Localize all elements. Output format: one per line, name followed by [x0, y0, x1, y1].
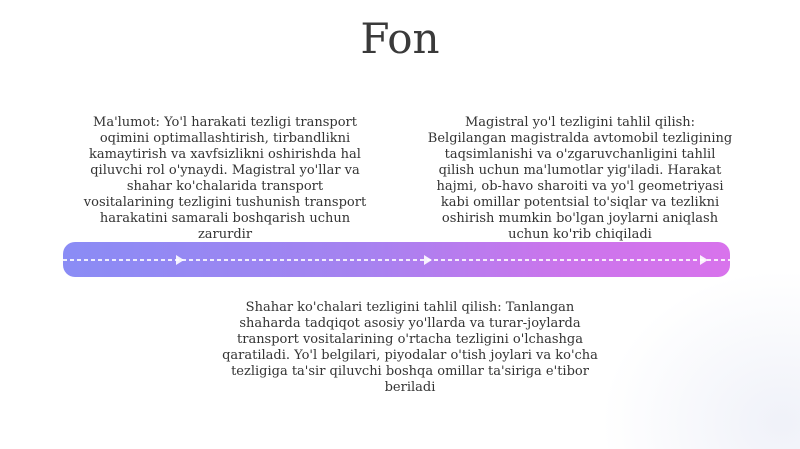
background-glow [600, 269, 800, 449]
text-block-city-street-speed: Shahar ko'chalari tezligini tahlil qilish: Tanlangan shaharda tadqiqot asosiy yo'llarda va turar-joylarda transport vositalarining o'rtacha tezligini o'lchashga qaratiladi. Yo'l belgilari, piyodalar o'tish joylari va ko'cha tezligiga ta'sir qiluvchi boshqa omillar ta'siriga e'tibor beriladi [222, 300, 598, 395]
timeline-arrow-icon [176, 255, 184, 265]
timeline-dashed-line [63, 259, 730, 261]
text-block-highway-speed: Magistral yo'l tezligini tahlil qilish: Belgilangan magistralda avtomobil tezligining taqsimlanishi va o'zgaruvchanligini tahlil qilish uchun ma'lumotlar yig'iladi. Harakat hajmi, ob-havo sharoiti va yo'l geometriyasi kabi omillar potentsial to'siqlar va tezlikni oshirish mumkin bo'lgan joylarni aniqlash uchun ko'rib chiqiladi [427, 115, 733, 242]
slide-title: Fon [360, 14, 440, 63]
timeline-arrow-icon [424, 255, 432, 265]
text-block-background-info: Ma'lumot: Yo'l harakati tezligi transport oqimini optimallashtirish, tirbandlikni kamaytirish va xavfsizlikni oshirishda hal qiluvchi rol o'ynaydi. Magistral yo'llar va shahar ko'chalarida transport vositalarining tezligini tushunish transport harakatini samarali boshqarish uchun zarurdir [83, 115, 367, 242]
timeline-arrow-icon [700, 255, 708, 265]
